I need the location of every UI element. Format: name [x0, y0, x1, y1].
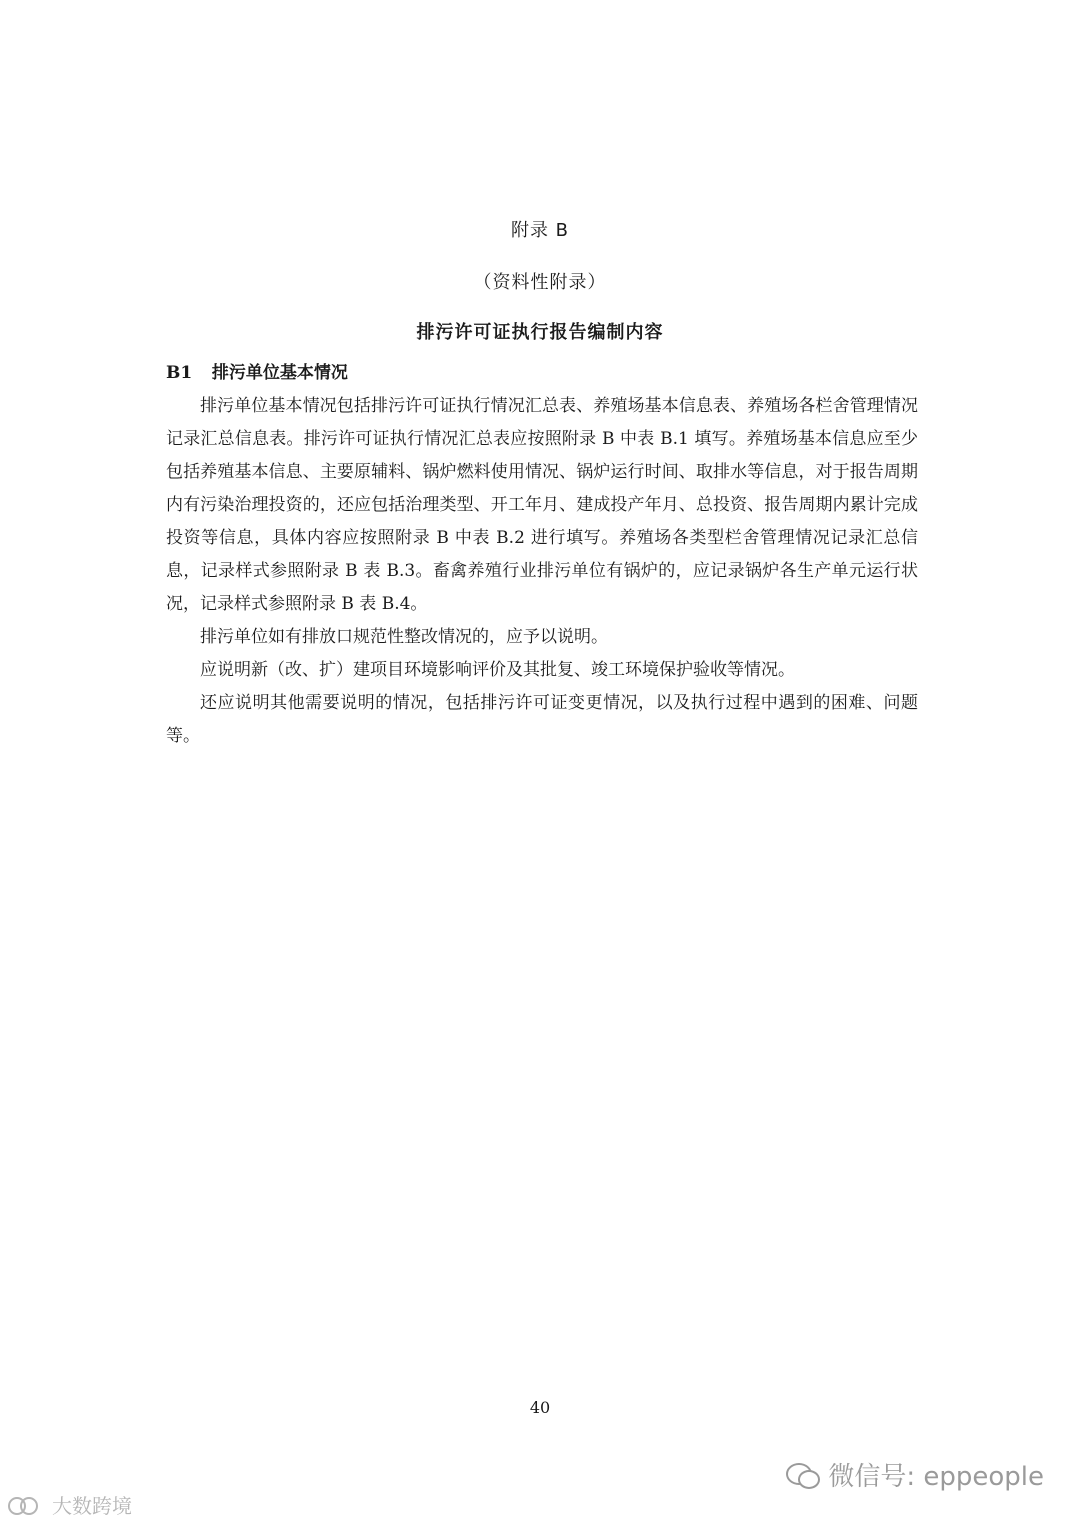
paragraph: 还应说明其他需要说明的情况，包括排污许可证变更情况，以及执行过程中遇到的困难、问题等。: [166, 693, 918, 746]
logo-icon: [8, 1494, 48, 1516]
brand-watermark-text: 大数跨境: [52, 1494, 132, 1518]
section-body: [166, 390, 918, 753]
section-heading: [166, 358, 348, 383]
section-number: B1: [166, 363, 193, 383]
paragraph: 排污单位基本情况包括排污许可证执行情况汇总表、养殖场基本信息表、养殖场各栏舍管理情况记录汇总信息表。排污许可证执行情况汇总表应按照附录 B 中表 B.1 填写。养殖场基本信息应至少包括养殖基本信息、主要原辅料、锅炉燃料使用情况、锅炉运行时间、取排水等信息，对于报告周期内有污染治理投资的，还应包括治理类型、开工年月、建成投产年月、总投资、报告周期内累计完成投资等信息，具体内容应按照附录 B 中表 B.2 进行填写。养殖场各类型栏舍管理情况记录汇总信息，记录样式参照附录 B 表 B.3。畜禽养殖行业排污单位有锅炉的，应记录锅炉各生产单元运行状况，记录样式参照附录 B 表 B.4。: [166, 396, 918, 614]
wechat-icon: [786, 1461, 820, 1489]
brand-watermark: [8, 1490, 132, 1519]
appendix-subtitle: （资料性附录）: [473, 272, 607, 293]
paragraph: 排污单位如有排放口规范性整改情况的，应予以说明。: [200, 627, 608, 647]
wechat-watermark: [786, 1456, 1044, 1493]
wechat-watermark-text: 微信号: eppeople: [828, 1462, 1044, 1492]
paragraph: 应说明新（改、扩）建项目环境影响评价及其批复、竣工环境保护验收等情况。: [200, 660, 795, 680]
report-heading: 排污许可证执行报告编制内容: [416, 322, 664, 343]
page-number: 40: [529, 1398, 551, 1417]
appendix-title: 附录 B: [510, 220, 570, 241]
section-title: 排污单位基本情况: [211, 363, 348, 383]
